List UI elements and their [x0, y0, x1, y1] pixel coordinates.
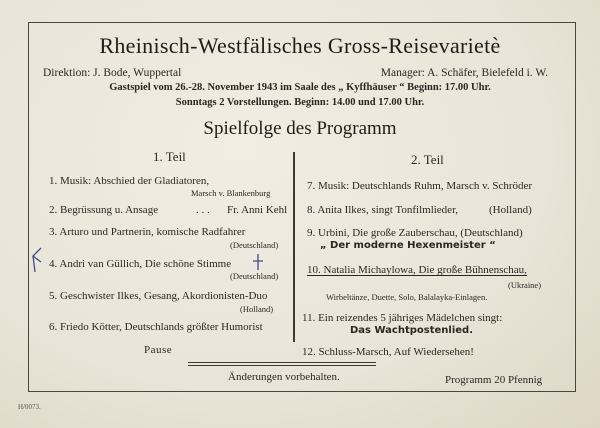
- program-item-2-performer: Fr. Anni Kehl: [227, 204, 288, 216]
- program-item-2: 2. Begrüssung u. Ansage: [49, 204, 159, 216]
- pen-mark-right: [250, 252, 266, 274]
- program-item-3-note: (Deutschland): [230, 240, 279, 250]
- footer-changes: Änderungen vorbehalten.: [228, 371, 340, 383]
- program-item-11-sub: Das Wachtpostenlied.: [350, 325, 473, 336]
- program-item-1: 1. Musik: Abschied der Gladiatoren,: [49, 175, 210, 187]
- teil-2-label: 2. Teil: [411, 152, 444, 167]
- program-item-8: 8. Anita Ilkes, singt Tonfilmlieder,: [307, 204, 459, 216]
- program-item-7: 7. Musik: Deutschlands Ruhm, Marsch v. Schröder: [307, 180, 533, 192]
- program-item-5-note: (Holland): [240, 304, 274, 314]
- program-item-6: 6. Friedo Kötter, Deutschlands größter Humorist: [49, 321, 263, 333]
- program-item-1-note: Marsch v. Blankenburg: [191, 188, 271, 198]
- program-item-10-note: (Ukraine): [508, 280, 542, 290]
- pause-label: Pause: [144, 344, 173, 356]
- program-item-10: 10. Natalia Michaylowa, Die große Bühnenschau,: [307, 264, 527, 276]
- print-code: H/0073.: [18, 403, 41, 411]
- program-item-2-dots: . . .: [196, 204, 210, 216]
- pen-mark-left: [28, 244, 58, 276]
- footer-rule-top: [188, 362, 376, 363]
- manager-line: Manager: A. Schäfer, Bielefeld i. W.: [380, 67, 548, 79]
- program-item-10-sub: Wirbeltänze, Duette, Solo, Balalayka-Einlagen.: [326, 292, 488, 302]
- program-item-3: 3. Arturo und Partnerin, komische Radfahrer: [49, 226, 246, 238]
- gastspiel-line-2: Sonntags 2 Vorstellungen. Beginn: 14.00 und 17.00 Uhr.: [175, 97, 425, 108]
- program-item-4: 4. Andri van Güllich, Die schöne Stimme: [49, 258, 232, 270]
- program-item-11: 11. Ein reizendes 5 jähriges Mädelchen singt:: [302, 312, 503, 324]
- program-title: Rheinisch-Westfälisches Gross-Reisevarietè: [99, 33, 501, 58]
- program-item-8-note: (Holland): [489, 204, 532, 216]
- gastspiel-line-1: Gastspiel vom 26.-28. November 1943 im Saale des „ Kyffhäuser “ Beginn: 17.00 Uhr.: [109, 82, 491, 93]
- program-item-9-sub: „ Der moderne Hexenmeister “: [320, 240, 496, 251]
- program-heading: Spielfolge des Programm: [203, 118, 397, 139]
- program-item-5: 5. Geschwister Ilkes, Gesang, Akordionisten-Duo: [49, 290, 268, 302]
- program-item-12: 12. Schluss-Marsch, Auf Wiedersehen!: [302, 346, 474, 358]
- footer-price: Programm 20 Pfennig: [445, 374, 543, 386]
- teil-1-label: 1. Teil: [153, 149, 186, 164]
- program-item-4-note: (Deutschland): [230, 271, 279, 281]
- column-divider: [293, 152, 295, 342]
- footer-rule-bottom: [188, 365, 376, 366]
- direktion-line: Direktion: J. Bode, Wuppertal: [43, 67, 182, 79]
- program-item-9: 9. Urbini, Die große Zauberschau, (Deutschland): [307, 227, 523, 239]
